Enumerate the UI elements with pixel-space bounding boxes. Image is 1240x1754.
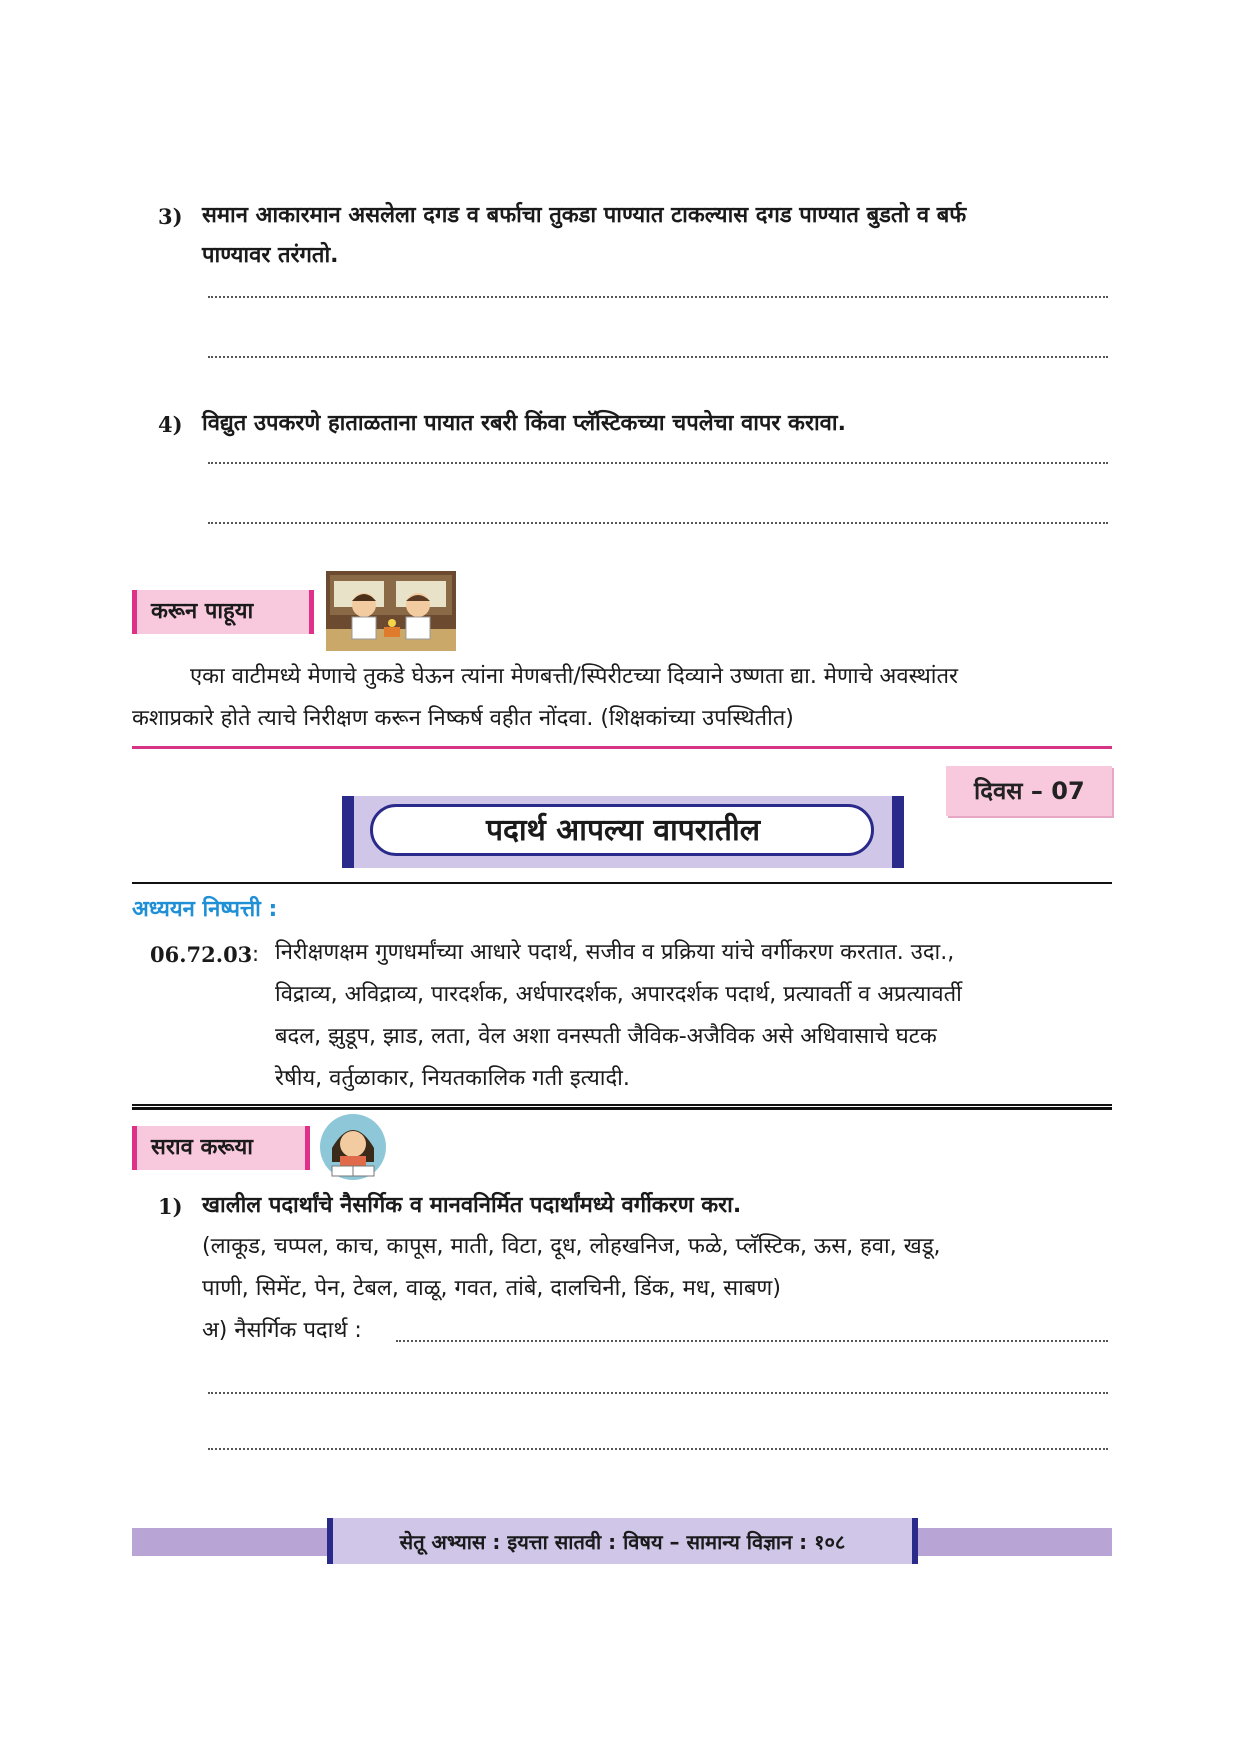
- question-4-text: विद्युत उपकरणे हाताळताना पायात रबरी किंवा प्लॅस्टिकच्या चपलेचा वापर करावा.: [202, 411, 846, 436]
- outcomes-double-rule: [132, 1104, 1112, 1110]
- chapter-title-banner: [342, 796, 904, 868]
- answer-line[interactable]: [208, 356, 1108, 358]
- outcome-code: 06.72.03: [150, 942, 253, 967]
- outcome-line-3: बदल, झुडूप, झाड, लता, वेल अशा वनस्पती जैविक-अजैविक असे अधिवासाचे घटक: [275, 1024, 937, 1049]
- answer-line[interactable]: [208, 296, 1108, 298]
- outcome-colon: :: [252, 942, 260, 966]
- answer-line[interactable]: [208, 522, 1108, 524]
- practice-question-number: 1): [158, 1194, 183, 1219]
- question-number-4: 4): [158, 412, 183, 437]
- answer-label-natural: अ) नैसर्गिक पदार्थ :: [202, 1318, 362, 1343]
- activity-text-line1: एका वाटीमध्ये मेणाचे तुकडे घेऊन त्यांना मेणबत्ती/स्पिरीटच्या दिव्याने उष्णता द्या. मेणाचे अवस्थांतर: [190, 664, 958, 689]
- girl-reading-illustration: [316, 1112, 390, 1182]
- practice-question-text: खालील पदार्थांचे नैसर्गिक व मानवनिर्मित पदार्थांमध्ये वर्गीकरण करा.: [202, 1193, 742, 1218]
- outcomes-heading: अध्ययन निष्पत्ती :: [132, 897, 278, 922]
- outcome-line-1: निरीक्षणक्षम गुणधर्मांच्या आधारे पदार्थ, सजीव व प्रक्रिया यांचे वर्गीकरण करतात. उदा.,: [275, 940, 955, 965]
- answer-line[interactable]: [208, 1448, 1108, 1450]
- question-3-text-line1: समान आकारमान असलेला दगड व बर्फाचा तुकडा पाण्यात टाकल्यास दगड पाण्यात बुडतो व बर्फ: [202, 203, 967, 228]
- practice-tag: सराव करूया: [132, 1126, 310, 1170]
- activity-tag: करून पाहूया: [132, 590, 314, 634]
- footer-text: सेतू अभ्यास : इयत्ता सातवी : विषय – सामान्य विज्ञान : १०८: [399, 1530, 846, 1554]
- day-badge: [946, 766, 1112, 816]
- question-number-3: 3): [158, 204, 183, 229]
- footer-bar-right: [918, 1528, 1112, 1556]
- students-experiment-illustration: [326, 571, 456, 651]
- section-divider: [132, 746, 1112, 749]
- question-3-text-line2: पाण्यावर तरंगतो.: [202, 243, 339, 268]
- activity-text-line2: कशाप्रकारे होते त्याचे निरीक्षण करून निष्कर्ष वहीत नोंदवा. (शिक्षकांच्या उपस्थितीत): [132, 706, 794, 731]
- footer-box: [327, 1518, 918, 1564]
- chapter-rule: [132, 882, 1112, 884]
- answer-line[interactable]: [396, 1340, 1108, 1342]
- outcome-line-4: रेषीय, वर्तुळाकार, नियतकालिक गती इत्यादी.: [275, 1066, 630, 1091]
- practice-items-line1: (लाकूड, चप्पल, काच, कापूस, माती, विटा, दूध, लोहखनिज, फळे, प्लॅस्टिक, ऊस, हवा, खडू,: [202, 1234, 941, 1259]
- outcome-line-2: विद्राव्य, अविद्राव्य, पारदर्शक, अर्धपारदर्शक, अपारदर्शक पदार्थ, प्रत्यावर्ती व अप्रत्यावर्ती: [275, 982, 962, 1007]
- answer-line[interactable]: [208, 1392, 1108, 1394]
- chapter-title: पदार्थ आपल्या वापरातील: [485, 813, 761, 848]
- answer-line[interactable]: [208, 462, 1108, 464]
- practice-items-line2: पाणी, सिमेंट, पेन, टेबल, वाळू, गवत, तांबे, दालचिनी, डिंक, मध, साबण): [202, 1276, 781, 1301]
- day-badge-label: दिवस – 07: [974, 777, 1085, 805]
- footer-bar-left: [132, 1528, 327, 1556]
